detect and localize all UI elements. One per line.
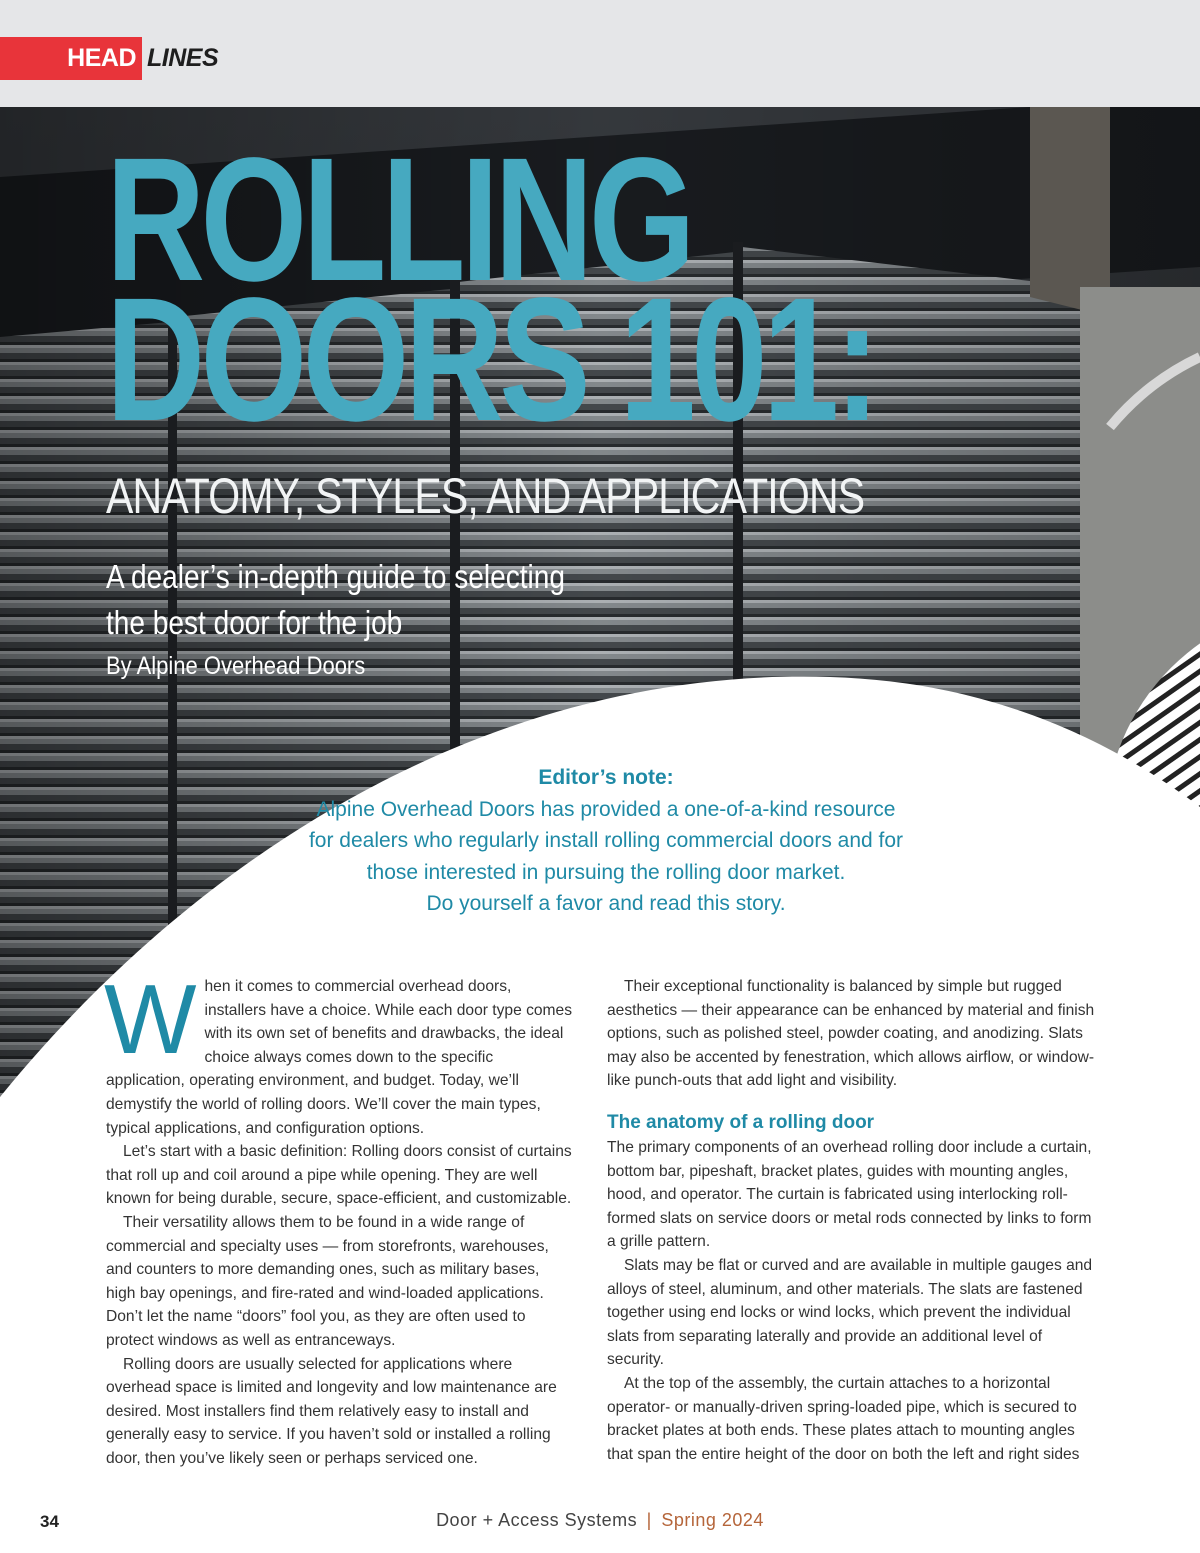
page-number: 34 xyxy=(40,1512,59,1531)
body-paragraph: The primary components of an overhead rolling door include a curtain, bottom bar, pipeshaft, bracket plates, guides with mounting angles, hood, and operator. The curtain is fabricated using interlocking roll-formed slats on service doors or metal rods connected by links to form a grille pattern. xyxy=(607,1138,1092,1251)
editor-note xyxy=(300,762,912,920)
title-line-2: DOORS 101: xyxy=(106,262,876,458)
editor-note-label: Editor’s note: xyxy=(538,766,674,789)
deck-line-1: A dealer’s in-depth guide to selecting xyxy=(106,558,565,595)
deck-line-2: the best door for the job xyxy=(106,604,403,641)
editor-note-line: those interested in pursuing the rolling door market. xyxy=(366,860,846,884)
byline: By Alpine Overhead Doors xyxy=(106,652,366,680)
footer-separator: | xyxy=(646,1510,652,1530)
section-tag-lines: LINES xyxy=(147,44,219,72)
editor-note-line: Alpine Overhead Doors has provided a one-of-a-kind resource xyxy=(316,797,896,821)
article-subtitle: ANATOMY, STYLES, AND APPLICATIONS xyxy=(106,468,865,524)
article-deck xyxy=(106,554,633,646)
section-tag-head: HEAD xyxy=(0,37,142,80)
body-paragraph: hen it comes to commercial overhead doors, installers have a choice. While each door type comes with its own set of benefits and drawbacks, the ideal choice always comes down to the specific application, operating environment, and budget. Today, we’ll demystify the world of rolling doors. We’ll cover the main types, typical applications, and configuration options. xyxy=(106,978,573,1137)
article-title xyxy=(106,122,876,458)
body-column-left xyxy=(104,964,573,1470)
body-paragraph: Let’s start with a basic definition: Rolling doors consist of curtains that roll up and coil around a pipe while opening. They are well known for being durable, secure, space-efficient, and customizable. xyxy=(106,1143,572,1208)
section-heading: The anatomy of a rolling door xyxy=(607,1111,875,1133)
editor-note-line: for dealers who regularly install rolling commercial doors and for xyxy=(308,829,904,852)
drop-cap: W xyxy=(104,964,197,1074)
body-paragraph: Rolling doors are usually selected for applications where overhead space is limited and longevity and low maintenance are desired. Most installers find them relatively easy to install and generally easy to service. If you haven’t sold or installed a rolling door, then you’ve likely seen or perhaps serviced one. xyxy=(106,1355,557,1467)
editor-note-line: Do yourself a favor and read this story. xyxy=(426,892,786,915)
footer xyxy=(0,1510,1200,1531)
title-line-1: ROLLING xyxy=(106,122,691,318)
body-paragraph: Slats may be flat or curved and are available in multiple gauges and alloys of steel, aluminum, and other materials. The slats are fastened together using end locks or wind locks, which prevent the individual slats from separating laterally and provide an additional level of security. xyxy=(607,1256,1093,1369)
publication-name: Door + Access Systems xyxy=(436,1510,638,1530)
body-paragraph: Their exceptional functionality is balanced by simple but rugged aesthetics — their appearance can be enhanced by material and finish options, such as polished steel, powder coating, and anodizing. Slats may also be accented by fenestration, which allows airflow, or window-like punch-outs that add light and visibility. xyxy=(607,978,1095,1090)
issue-date: Spring 2024 xyxy=(661,1510,764,1530)
body-paragraph: Their versatility allows them to be found in a wide range of commercial and specialty uses — from storefronts, warehouses, and counters to more demanding ones, such as military bases, high bay openings, and fire-rated and wind-loaded applications. Don’t let the name “doors” fool you, as they are often used to protect windows as well as entranceways. xyxy=(106,1213,549,1349)
body-column-right xyxy=(607,975,1097,1466)
body-paragraph: At the top of the assembly, the curtain attaches to a horizontal operator- or manually-driven spring-loaded pipe, which is secured to bracket plates at both ends. These plates attach to mounting angles that span the entire height of the door on both the left and right sides xyxy=(607,1374,1080,1463)
